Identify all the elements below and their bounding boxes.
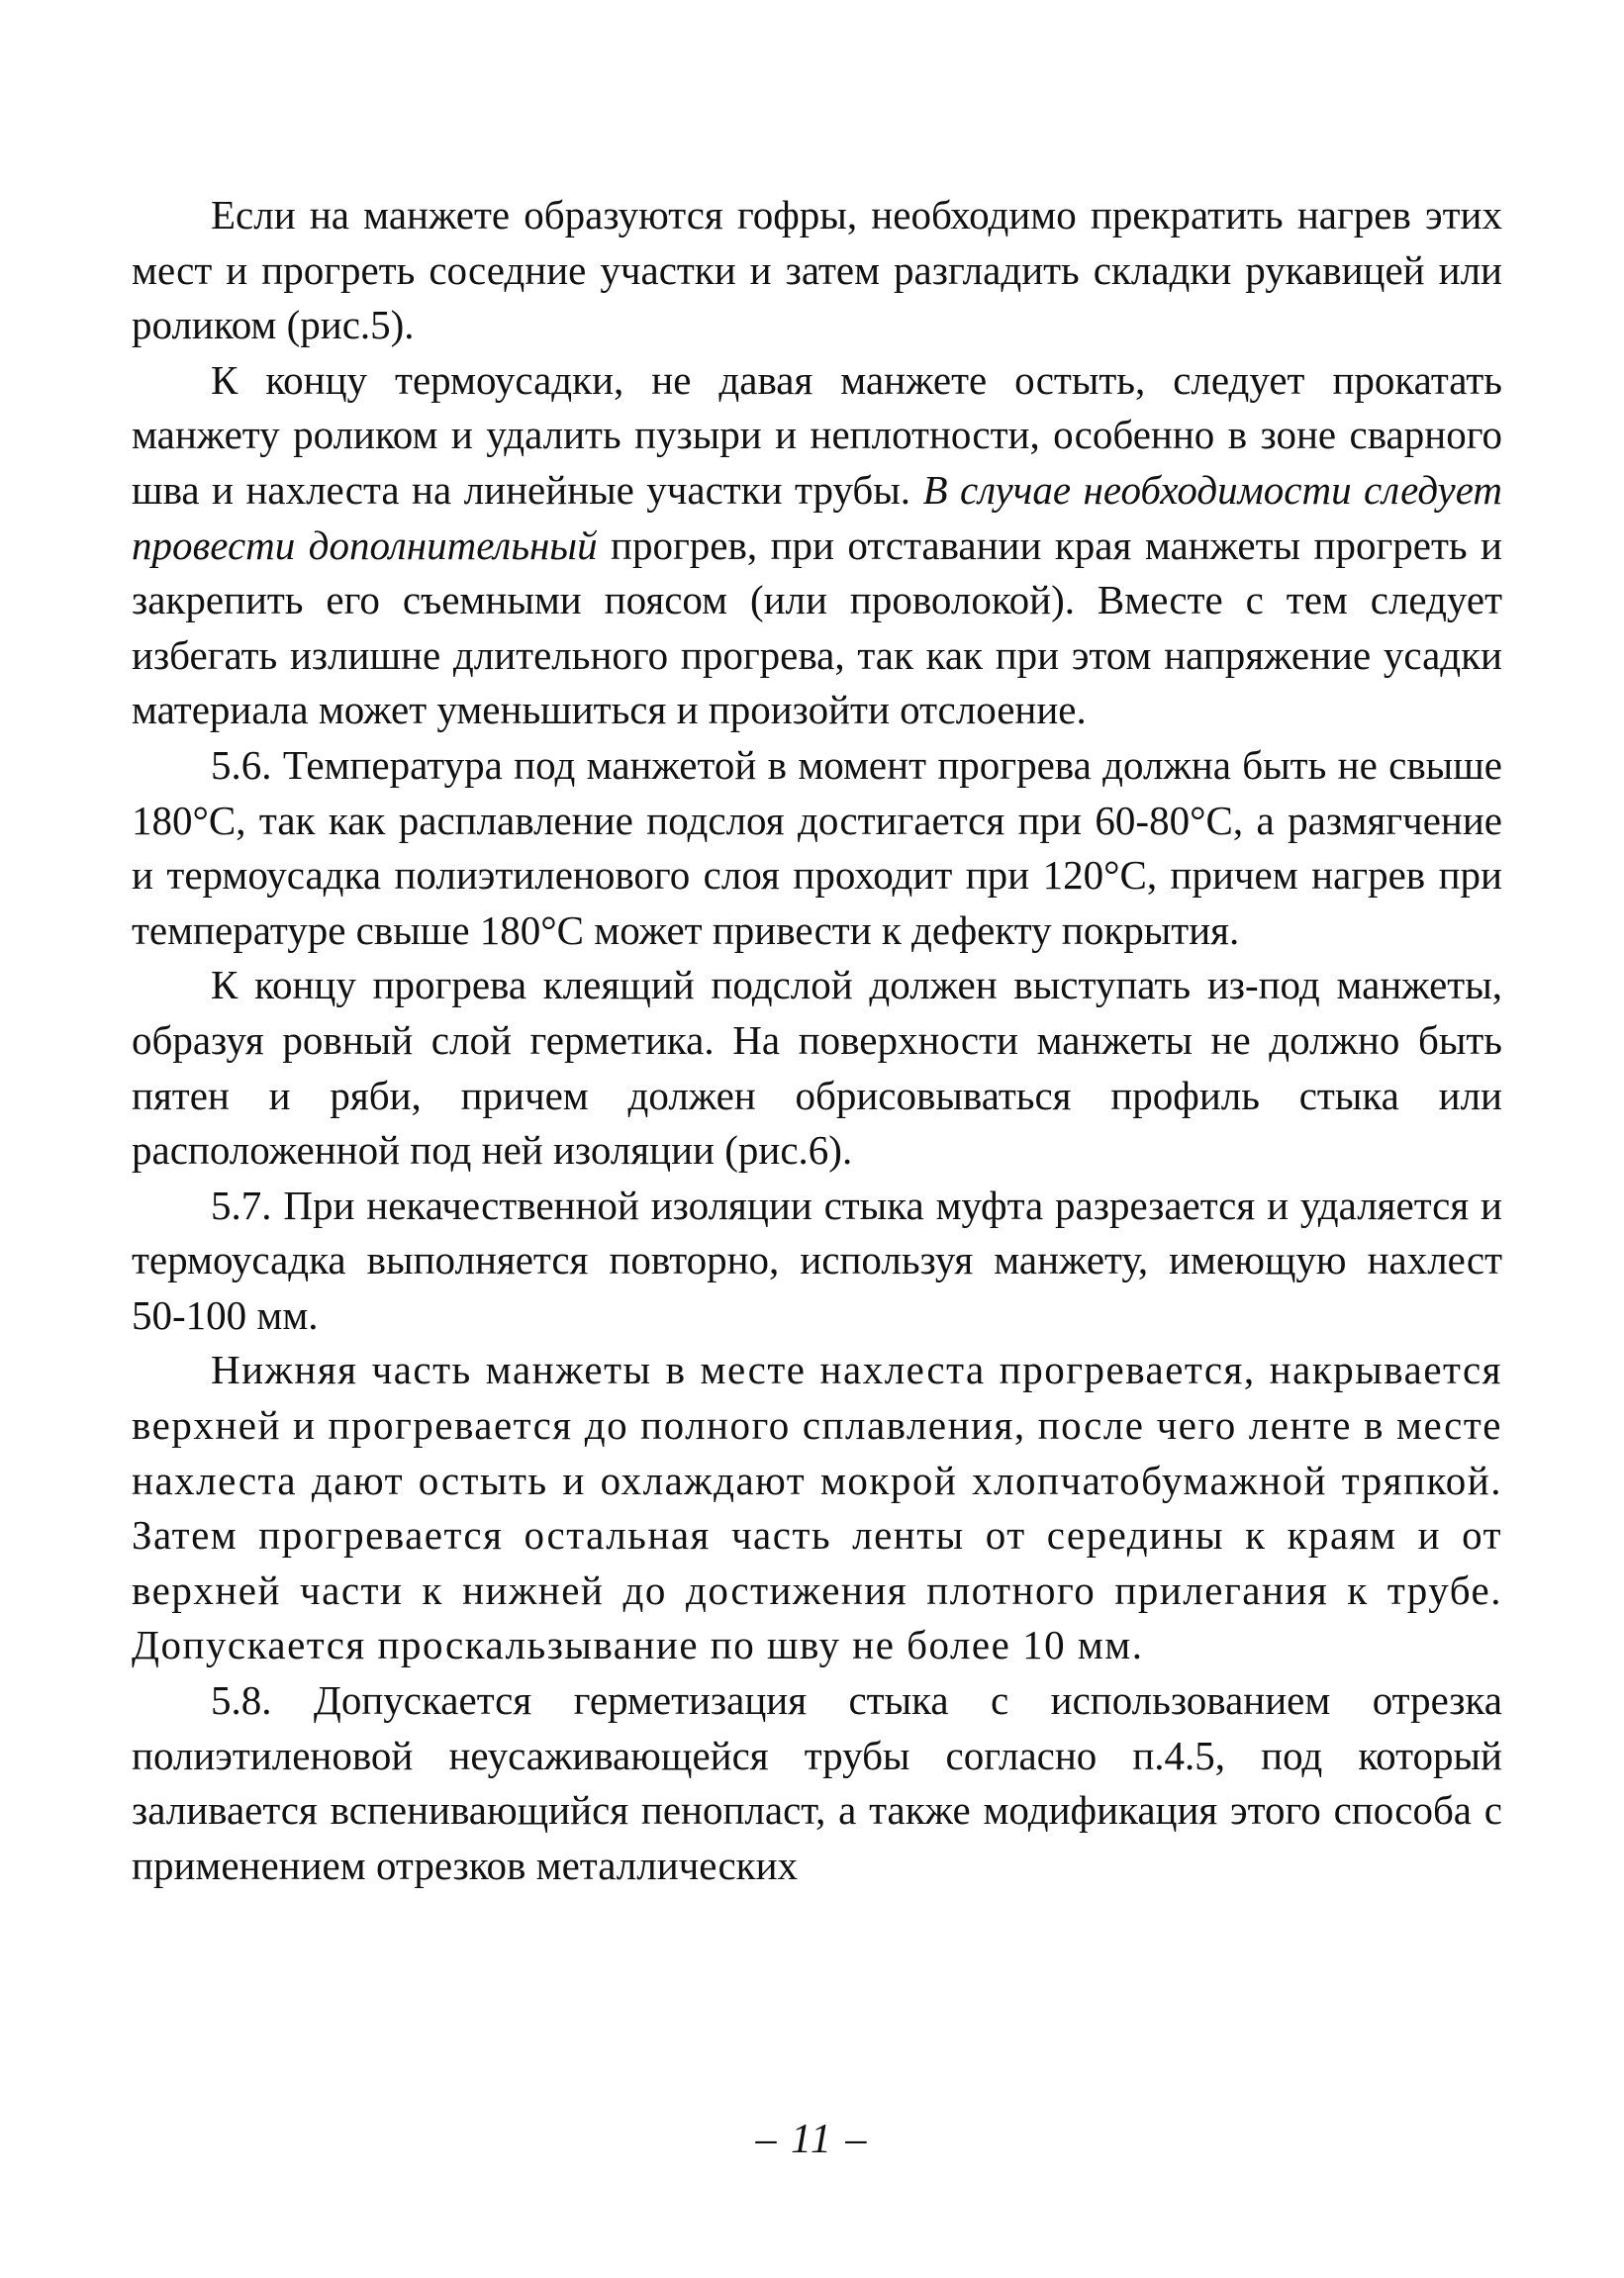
paragraph-text: прогрев, при отставании края манжеты прогреть и закрепить его съемными поясом (или проволокой). Вместе с тем следует избегать излишне длительного прогрева, так как при этом напряжение усадки материала может уменьшиться и произойти отслоение.	[132, 522, 1502, 733]
paragraph-corrugation	[132, 188, 1502, 353]
paragraph-end-of-heating	[132, 958, 1502, 1178]
paragraph-end-of-shrinking	[132, 353, 1502, 738]
paragraph-5-8-sealing	[132, 1673, 1502, 1893]
body-text	[132, 188, 1502, 1893]
page-number: – 11 –	[755, 2117, 869, 2162]
paragraph-5-6-temperature	[132, 738, 1502, 958]
paragraph-italic-text: В случае необходимости следует провести дополнительный	[132, 466, 1502, 568]
paragraph-text: Нижняя часть манжеты в месте нахлеста прогревается, накрывается верхней и прогревается до полного сплавления, после чего ленте в месте нахлеста дают остыть и охлаждают мокрой хлопчатобумажной тряпкой. Затем прогревается остальная часть ленты от середины к краям и от верхней части к нижней до достижения плотного прилегания к трубе. Допускается проскальзывание по шву не более 10 мм.	[132, 1347, 1502, 1668]
paragraph-text: Если на манжете образуются гофры, необходимо прекратить нагрев этих мест и прогреть соседние участки и затем разгладить складки рукавицей или роликом (рис.5).	[132, 192, 1502, 348]
paragraph-text: К концу термоусадки, не давая манжете остыть, следует прокатать манжету роликом и удалить пузыри и неплотности, особенно в зоне сварного шва и нахлеста на линейные участки трубы.	[132, 356, 1502, 513]
paragraph-text: 5.8. Допускается герметизация стыка с использованием отрезка полиэтиленовой неусаживающейся трубы согласно п.4.5, под который заливается вспенивающийся пенопласт, а также модификация этого способа с применением отрезков металлических	[132, 1677, 1502, 1888]
paragraph-text: 5.6. Температура под манжетой в момент прогрева должна быть не свыше 180°С, так как расплавление подслоя достигается при 60-80°С, а размягчение и термоусадка полиэтиленового слоя проходит при 120°С, причем нагрев при температуре свыше 180°С может привести к дефекту покрытия.	[132, 741, 1502, 953]
paragraph-text: К концу прогрева клеящий подслой должен выступать из-под манжеты, образуя ровный слой герметика. На поверхности манжеты не должно быть пятен и ряби, причем должен обрисовываться профиль стыка или расположенной под ней изоляции (рис.6).	[132, 962, 1502, 1174]
paragraph-lower-part	[132, 1343, 1502, 1673]
paragraph-5-7-poor-insulation	[132, 1179, 1502, 1344]
paragraph-text: 5.7. При некачественной изоляции стыка муфта разрезается и удаляется и термоусадка выполняется повторно, используя манжету, имеющую нахлест 50-100 мм.	[132, 1182, 1502, 1338]
